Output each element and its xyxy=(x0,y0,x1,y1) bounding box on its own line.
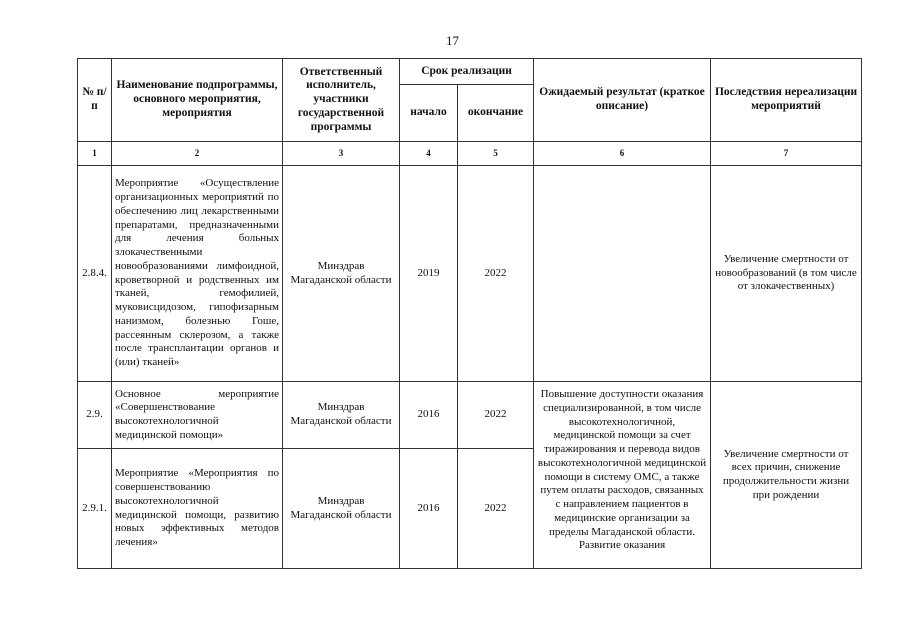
row-num: 2.8.4. xyxy=(78,166,112,382)
row-result xyxy=(534,166,711,382)
row-start: 2016 xyxy=(400,449,458,569)
row-name: Мероприятие «Осуществление организационных мероприятий по обеспечению лиц лекарственными препаратами, предназначенными для лечения больных злокачественными новообразованиями лимфоидной, кроветворной и родственных им тканей, гемофилией, муковисцидозом, гипофизарным нанизмом, болезнью Гоше, рассеянным склерозом, а также после трансплантации органов и (или) тканей» xyxy=(112,166,283,382)
row-start: 2019 xyxy=(400,166,458,382)
row-name: Мероприятие «Мероприятия по совершенствованию высокотехнологичной медицинской помощи, развитию новых эффективных методов лечения» xyxy=(112,449,283,569)
row-name: Основное мероприятие «Совершенствование высокотехнологичной медицинской помощи» xyxy=(112,382,283,449)
table-row xyxy=(78,166,862,382)
table-row xyxy=(78,382,862,449)
row-executor: Минздрав Магаданской области xyxy=(283,449,400,569)
column-number: 5 xyxy=(458,142,534,166)
merged-result: Повышение доступности оказания специализированной, в том числе высокотехнологичной, медицинской помощи за счет тиражирования и перевода видов высокотехнологичной медицинской помощи в систему ОМС, а также путем оплаты расходов, связанных с направлением пациентов в медицинские организации за пределы Магаданской области. Развитие оказания xyxy=(534,382,711,569)
column-number: 4 xyxy=(400,142,458,166)
row-end: 2022 xyxy=(458,449,534,569)
row-num: 2.9.1. xyxy=(78,449,112,569)
row-end: 2022 xyxy=(458,382,534,449)
column-numbers-row xyxy=(78,142,862,166)
row-executor: Минздрав Магаданской области xyxy=(283,382,400,449)
header-end: окончание xyxy=(458,85,534,142)
column-number: 1 xyxy=(78,142,112,166)
row-end: 2022 xyxy=(458,166,534,382)
header-num: № п/п xyxy=(78,59,112,142)
header-executor: Ответственный исполнитель, участники государственной программы xyxy=(283,59,400,142)
merged-consequences: Увеличение смертности от всех причин, снижение продолжительности жизни при рождении xyxy=(711,382,862,569)
column-number: 2 xyxy=(112,142,283,166)
header-row xyxy=(78,59,862,85)
program-table xyxy=(77,58,862,569)
header-consequences: Последствия нереализации мероприятий xyxy=(711,59,862,142)
column-number: 7 xyxy=(711,142,862,166)
page-number: 17 xyxy=(446,33,459,48)
row-start: 2016 xyxy=(400,382,458,449)
row-executor: Минздрав Магаданской области xyxy=(283,166,400,382)
header-result: Ожидаемый результат (краткое описание) xyxy=(534,59,711,142)
header-start: начало xyxy=(400,85,458,142)
header-name: Наименование подпрограммы, основного мероприятия, мероприятия xyxy=(112,59,283,142)
column-number: 3 xyxy=(283,142,400,166)
row-consequences: Увеличение смертности от новообразований (в том числе от злокачественных) xyxy=(711,166,862,382)
header-term: Срок реализации xyxy=(400,59,534,85)
row-num: 2.9. xyxy=(78,382,112,449)
column-number: 6 xyxy=(534,142,711,166)
